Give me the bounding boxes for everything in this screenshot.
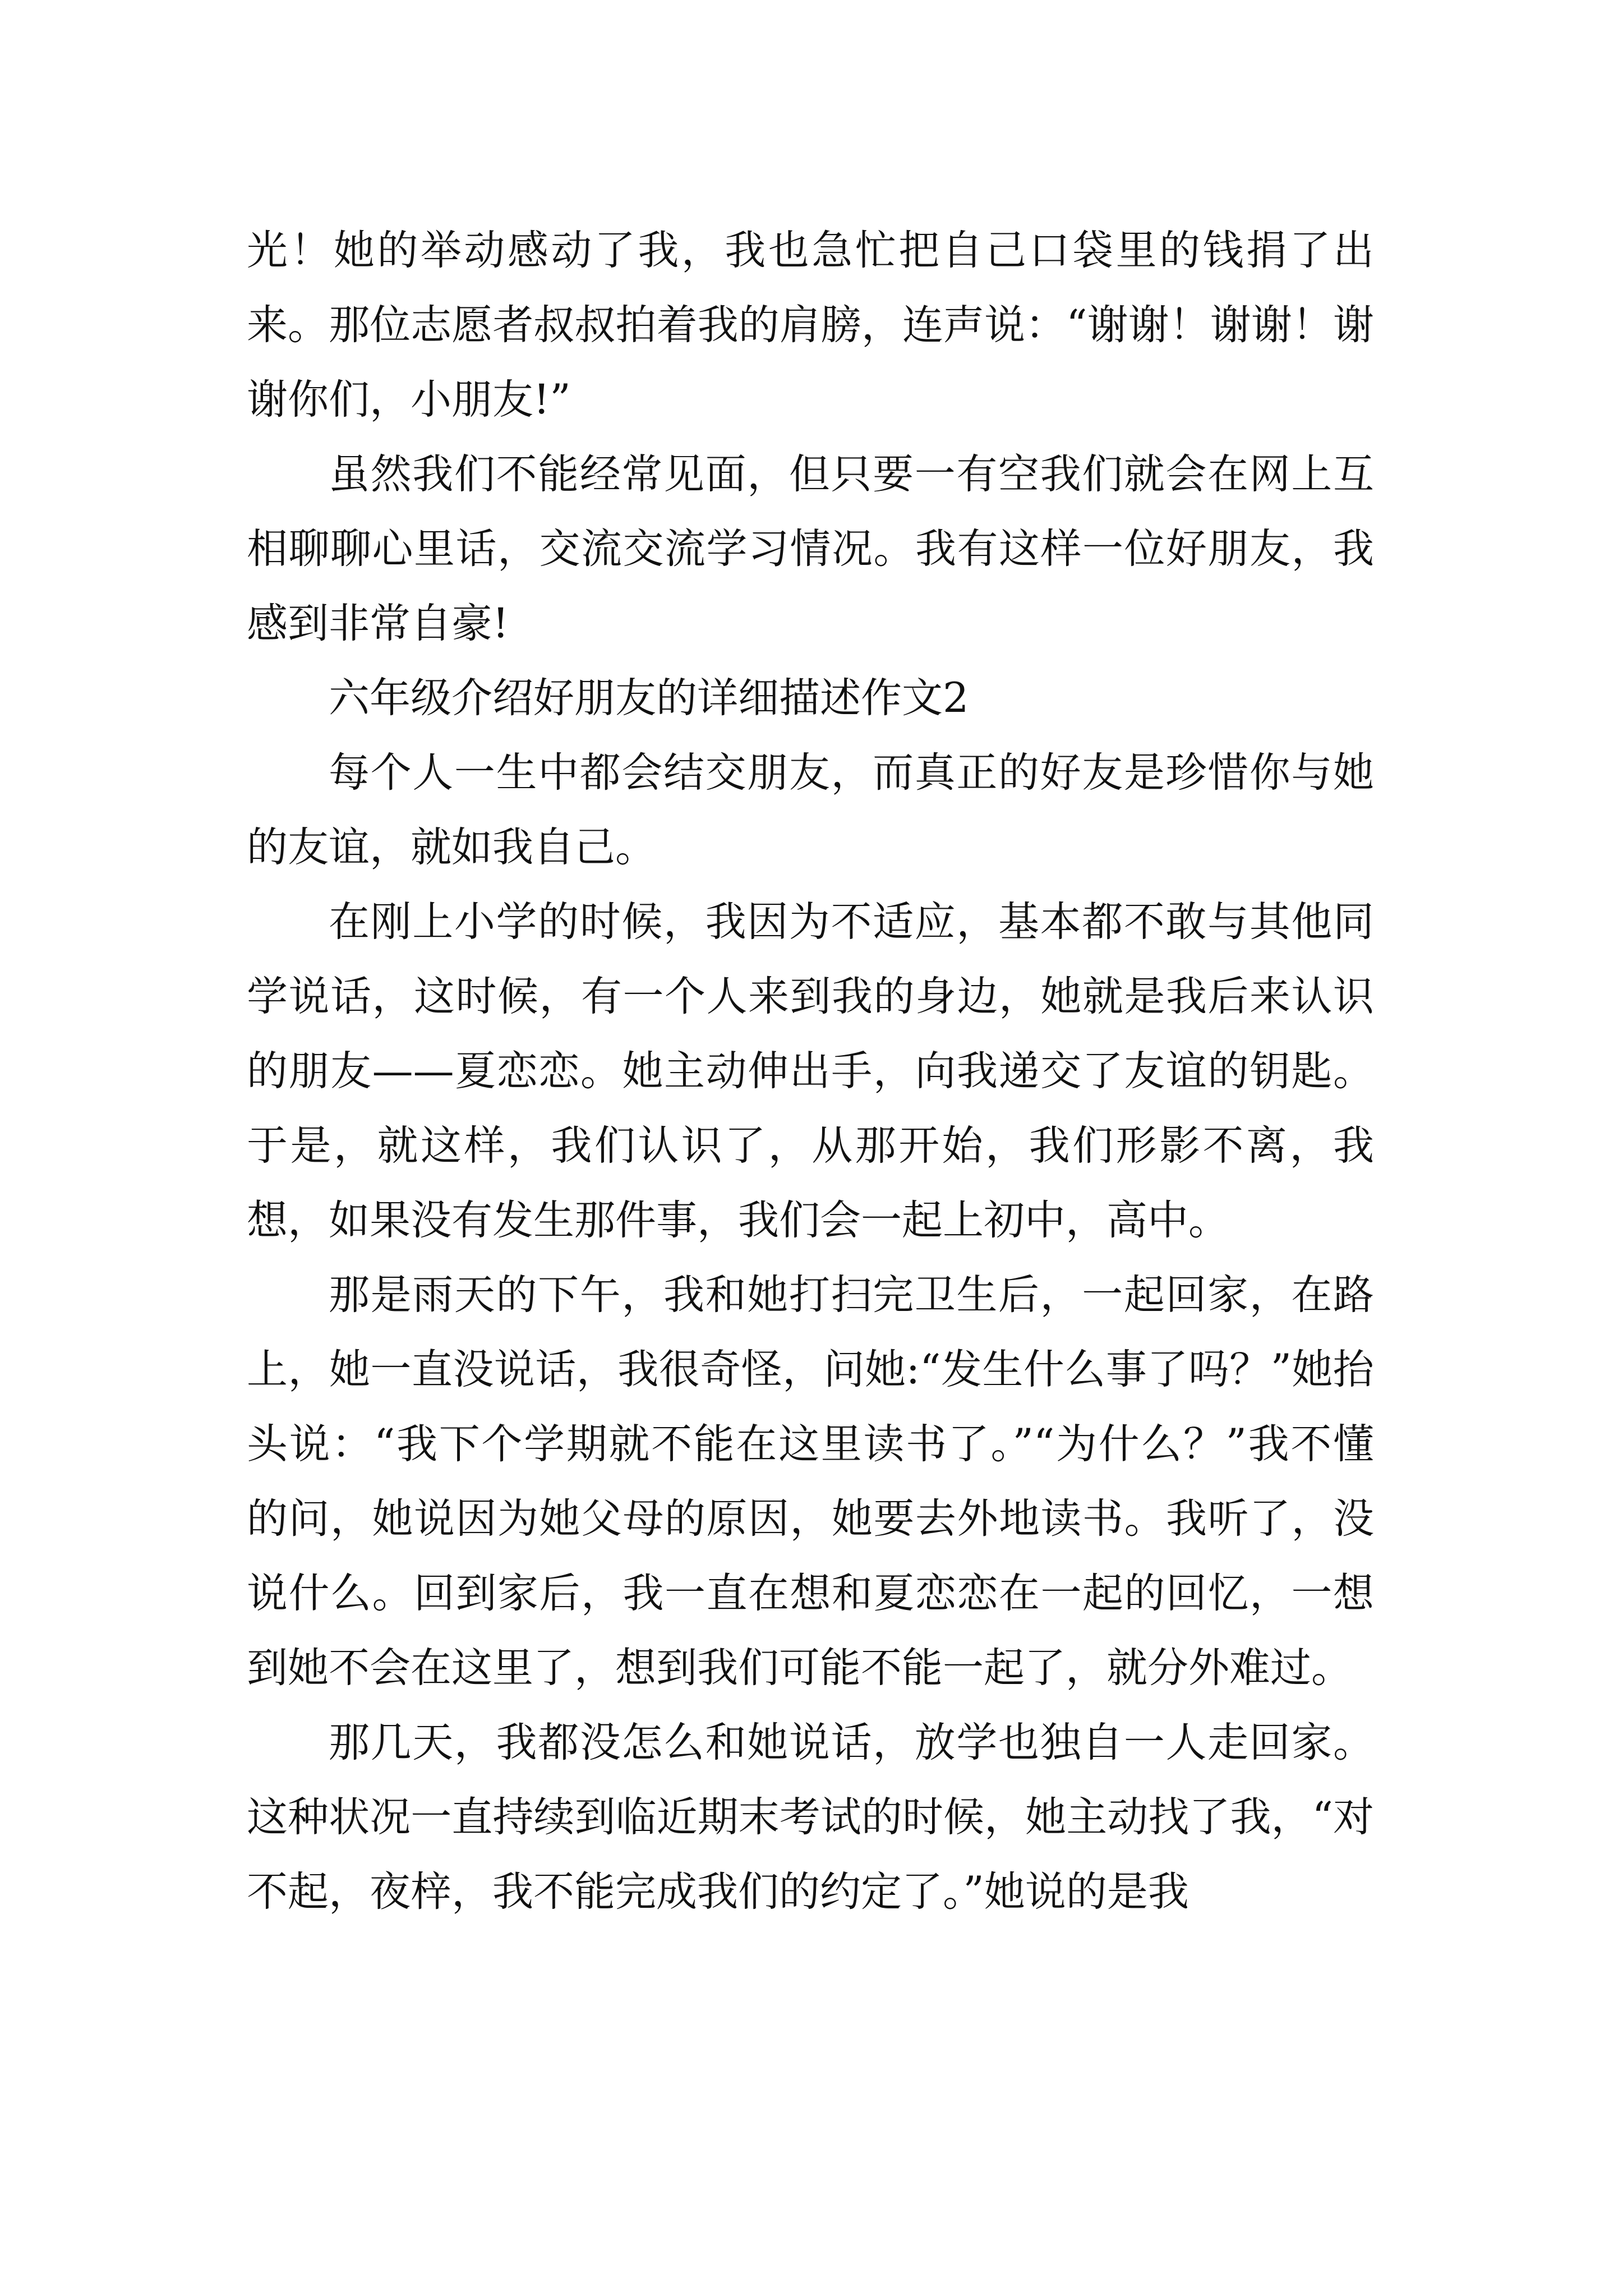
essay-title: 六年级介绍好朋友的详细描述作文2	[329, 674, 969, 722]
paragraph-continuation: 光！她的举动感动了我，我也急忙把自己口袋里的钱捐了出来。那位志愿者叔叔拍着我的肩膀，连声说：“谢谢！谢谢！谢谢你们，小朋友!”	[247, 227, 1374, 424]
paragraph: 在刚上小学的时候，我因为不适应，基本都不敢与其他同学说话，这时候，有一个人来到我的身边，她就是我后来认识的朋友——夏恋恋。她主动伸出手，向我递交了友谊的钥匙。于是，就这样，我们认识了，从那开始，我们形影不离，我想，如果没有发生那件事，我们会一起上初中，高中。	[247, 898, 1374, 1244]
paragraph: 虽然我们不能经常见面，但只要一有空我们就会在网上互相聊聊心里话，交流交流学习情况。我有这样一位好朋友，我感到非常自豪!	[247, 450, 1374, 647]
paragraph: 那几天，我都没怎么和她说话，放学也独自一人走回家。这种状况一直持续到临近期末考试的时候，她主动找了我，“对不起，夜梓，我不能完成我们的约定了。”她说的是我	[247, 1719, 1374, 1916]
paragraph: 那是雨天的下午，我和她打扫完卫生后，一起回家，在路上，她一直没说话，我很奇怪，问她:“发生什么事了吗？”她抬头说：“我下个学期就不能在这里读书了。”“为什么？”我不懂的问，她说因为她父母的原因，她要去外地读书。我听了，没说什么。回到家后，我一直在想和夏恋恋在一起的回忆，一想到她不会在这里了，想到我们可能不能一起了，就分外难过。	[247, 1271, 1374, 1692]
document-body	[247, 213, 1374, 1929]
paragraph: 每个人一生中都会结交朋友，而真正的好友是珍惜你与她的友谊，就如我自己。	[247, 749, 1374, 871]
